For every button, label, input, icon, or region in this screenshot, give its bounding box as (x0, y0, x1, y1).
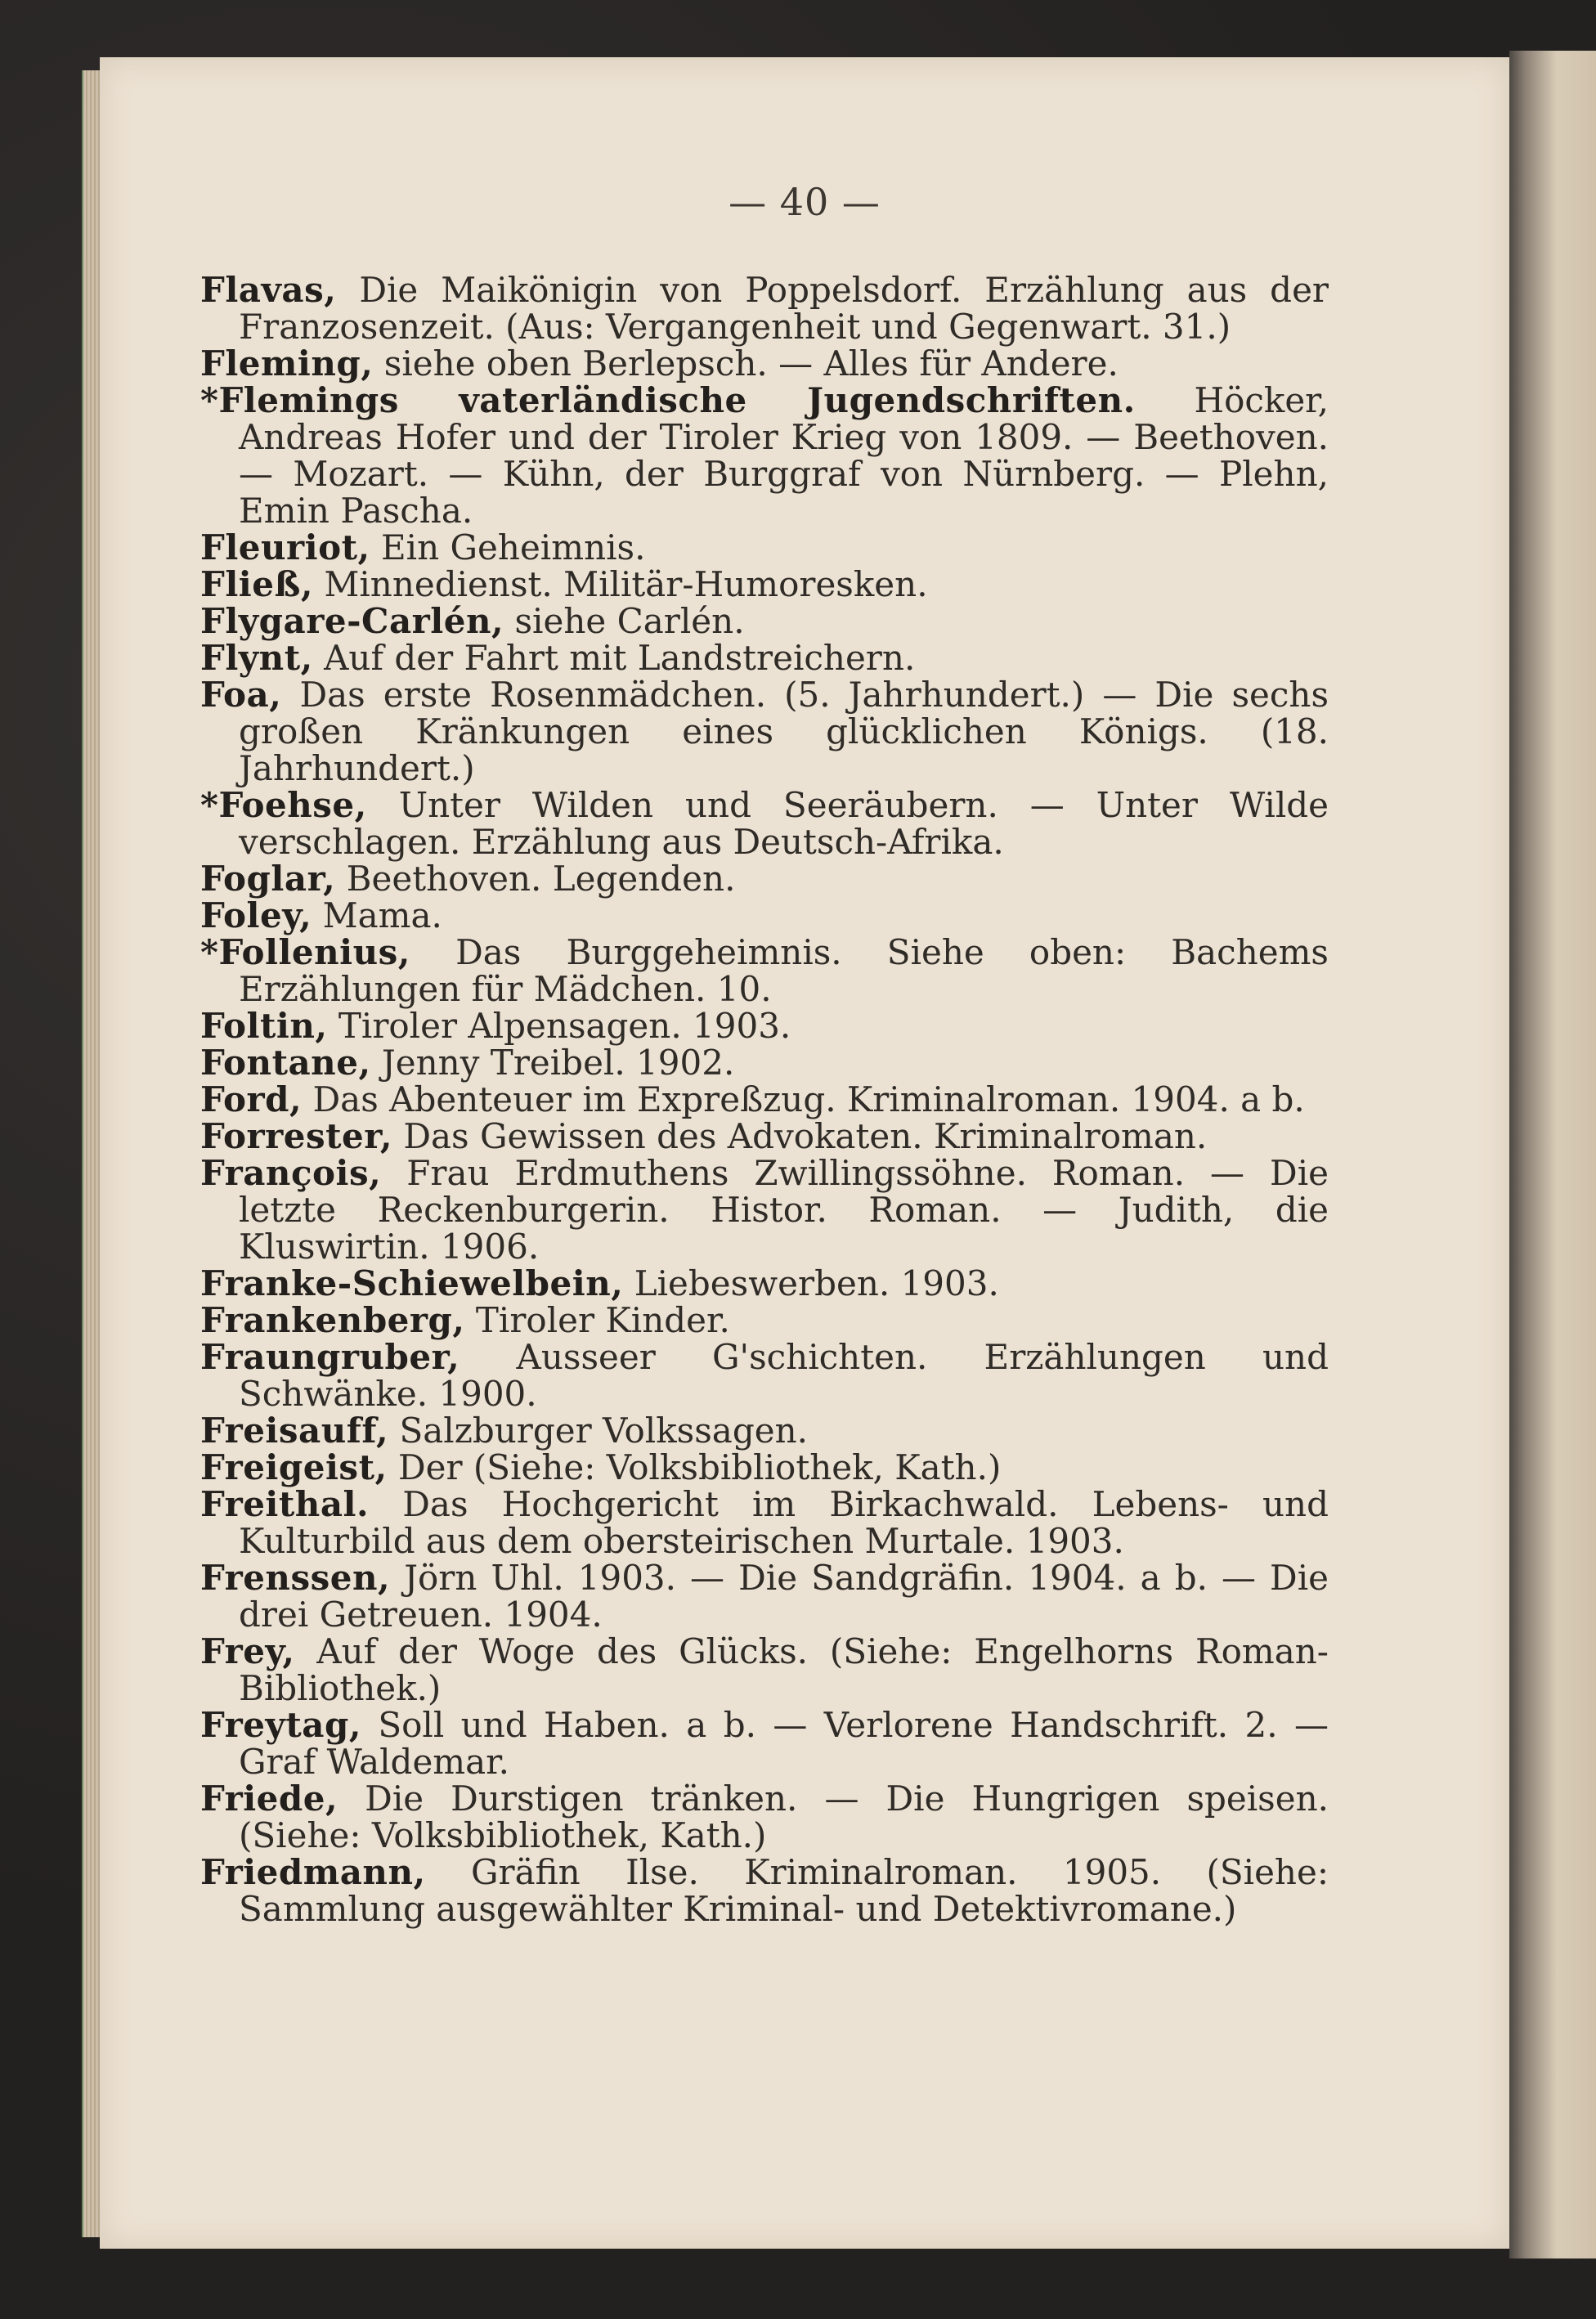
entry-author: Flygare-Carlén, (200, 601, 504, 641)
entry-text: Das Gewissen des Advokaten. Kriminalroman. (392, 1116, 1208, 1156)
list-item (200, 639, 1329, 676)
page-number: — 40 — (729, 180, 881, 224)
entry-author: Flavas, (200, 270, 337, 310)
entry-text: Das erste Rosenmädchen. (5. Jahrhundert.) — Die sechs großen Kränkungen eines glücklichen Königs. (18. Jahrhundert.) (239, 675, 1329, 788)
list-item (200, 382, 1329, 529)
entry-author: Ford, (200, 1079, 303, 1119)
entry-author: Foa, (200, 675, 282, 715)
entry-author: Fleming, (200, 343, 374, 384)
entry-text: siehe oben Berlepsch. — Alles für Andere. (373, 343, 1119, 384)
entry-text: Ausseer G'schichten. Erzählungen und Schwänke. 1900. (239, 1337, 1329, 1414)
book-gutter (1509, 51, 1596, 2258)
entry-author: Friede, (200, 1778, 338, 1819)
list-item (200, 1007, 1329, 1044)
list-item (200, 1780, 1329, 1854)
entry-author: Foglar, (200, 859, 336, 899)
list-item (200, 1265, 1329, 1302)
entry-author: Frankenberg, (200, 1300, 465, 1340)
list-item (200, 603, 1329, 639)
list-item (200, 566, 1329, 603)
entry-list (200, 271, 1329, 1927)
list-item (200, 934, 1329, 1007)
list-item (200, 271, 1329, 345)
list-item (200, 1155, 1329, 1265)
list-item (200, 1559, 1329, 1633)
entry-author: *Flemings vaterländische Jugendschriften. (200, 380, 1136, 420)
list-item (200, 676, 1329, 787)
entry-text: Minnedienst. Militär-Humoresken. (312, 564, 928, 604)
list-item (200, 1633, 1329, 1707)
entry-author: *Follenius, (200, 932, 410, 972)
entry-text: Die Durstigen tränken. — Die Hungrigen speisen. (Siehe: Volksbibliothek, Kath.) (239, 1778, 1329, 1855)
entry-author: Friedmann, (200, 1852, 426, 1892)
list-item (200, 860, 1329, 897)
list-item (200, 529, 1329, 566)
list-item (200, 1854, 1329, 1927)
entry-text: Das Burggeheimnis. Siehe oben: Bachems Erzählungen für Mädchen. 10. (239, 932, 1329, 1009)
entry-author: Fraungruber, (200, 1337, 460, 1377)
list-item (200, 1081, 1329, 1118)
entry-text: Gräfin Ilse. Kriminalroman. 1905. (Siehe: Sammlung ausgewählter Kriminal- und Detektivromane.) (239, 1852, 1329, 1929)
list-item (200, 1339, 1329, 1412)
entry-author: Forrester, (200, 1116, 392, 1156)
entry-text: Auf der Fahrt mit Landstreichern. (312, 638, 916, 678)
entry-text: Beethoven. Legenden. (335, 859, 736, 899)
entry-text: Höcker, Andreas Hofer und der Tiroler Krieg von 1809. — Beethoven. — Mozart. — Kühn, der Burggraf von Nürnberg. — Plehn, Emin Pascha. (239, 380, 1329, 531)
entry-author: Franke-Schiewelbein, (200, 1263, 624, 1303)
entry-text: Frau Erdmuthens Zwillingssöhne. Roman. — Die letzte Reckenburgerin. Histor. Roman. — Judith, die Kluswirtin. 1906. (239, 1153, 1329, 1267)
entry-author: Freisauff, (200, 1411, 389, 1451)
entry-author: *Foehse, (200, 785, 367, 825)
list-item (200, 897, 1329, 934)
entry-text: Ein Geheimnis. (370, 527, 646, 567)
entry-text: Jörn Uhl. 1903. — Die Sandgräfin. 1904. a b. — Die drei Getreuen. 1904. (239, 1558, 1329, 1635)
entry-text: Tiroler Kinder. (464, 1300, 730, 1340)
list-item (200, 1449, 1329, 1486)
entry-author: Freithal. (200, 1484, 370, 1524)
entry-author: Fließ, (200, 564, 313, 604)
entry-text: Liebeswerben. 1903. (623, 1263, 999, 1303)
list-item (200, 1486, 1329, 1559)
entry-text: Der (Siehe: Volksbibliothek, Kath.) (387, 1447, 1002, 1487)
entry-text: Unter Wilden und Seeräubern. — Unter Wilde verschlagen. Erzählung aus Deutsch-Afrika. (239, 785, 1329, 862)
entry-text: Tiroler Alpensagen. 1903. (327, 1006, 791, 1046)
entry-text: Das Hochgericht im Birkachwald. Lebens- und Kulturbild aus dem obersteirischen Murtale. 1903. (239, 1484, 1329, 1561)
entry-author: Fontane, (200, 1043, 371, 1083)
entry-text: Jenny Treibel. 1902. (370, 1043, 735, 1083)
entry-author: Foley, (200, 895, 312, 935)
entry-text: Soll und Haben. a b. — Verlorene Handschrift. 2. — Graf Waldemar. (239, 1705, 1329, 1782)
list-item (200, 1707, 1329, 1780)
entry-author: Foltin, (200, 1006, 328, 1046)
entry-author: Freytag, (200, 1705, 361, 1745)
entry-text: Das Abenteuer im Expreßzug. Kriminalroman. 1904. a b. (302, 1079, 1305, 1119)
list-item (200, 1412, 1329, 1449)
entry-text: siehe Carlén. (504, 601, 745, 641)
entry-author: Freigeist, (200, 1447, 388, 1487)
list-item (200, 1044, 1329, 1081)
list-item (200, 1302, 1329, 1339)
entry-text: Mama. (312, 895, 442, 935)
entry-author: Frey, (200, 1631, 295, 1671)
entry-text: Auf der Woge des Glücks. (Siehe: Engelhorns Roman-Bibliothek.) (239, 1631, 1329, 1708)
list-item (200, 787, 1329, 860)
entry-author: Fleuriot, (200, 527, 370, 567)
entry-author: Frenssen, (200, 1558, 391, 1598)
entry-text: Salzburger Volkssagen. (388, 1411, 808, 1451)
list-item (200, 1118, 1329, 1155)
entry-author: Flynt, (200, 638, 313, 678)
entry-text: Die Maikönigin von Poppelsdorf. Erzählung aus der Franzosenzeit. (Aus: Vergangenheit und Gegenwart. 31.) (239, 270, 1329, 347)
entry-author: François, (200, 1153, 382, 1193)
list-item (200, 345, 1329, 382)
